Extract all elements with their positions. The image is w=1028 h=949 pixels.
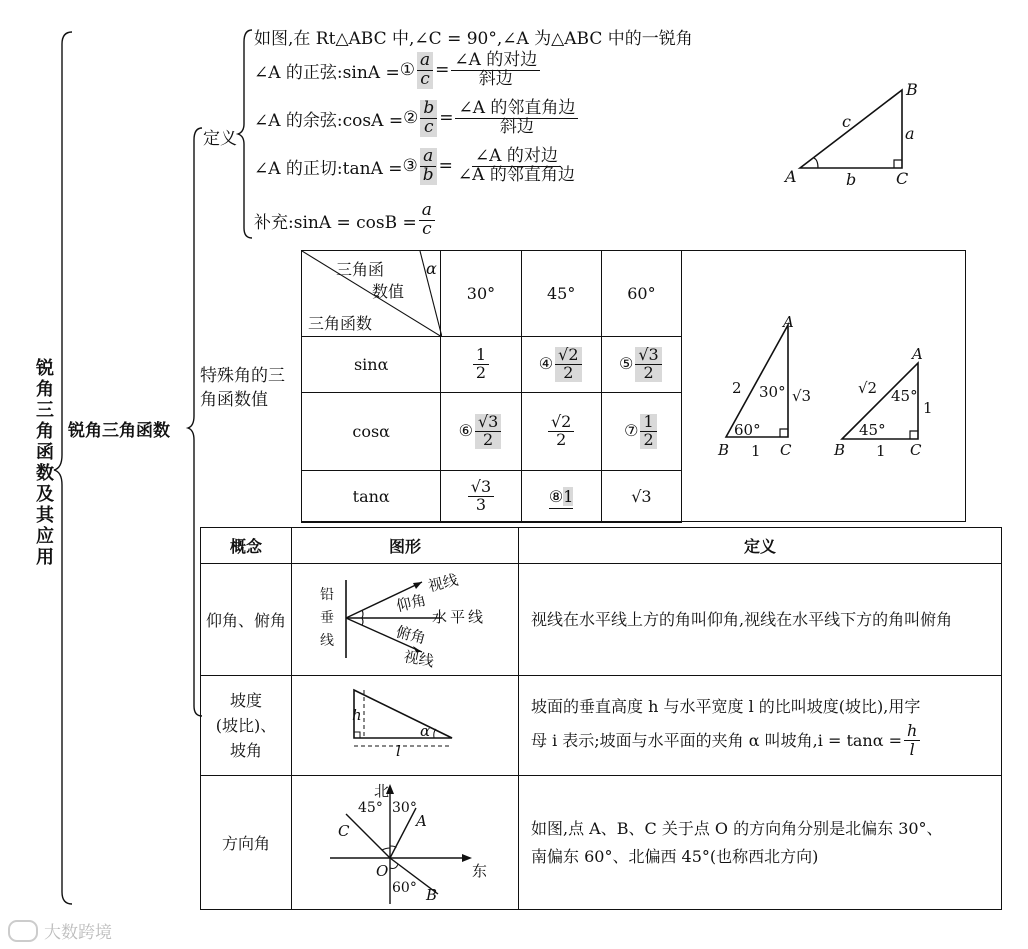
cos30-den: 2 [483,430,494,449]
concept-direction-figure [292,776,519,910]
cos-ratio-num: ∠A 的邻直角边 [455,100,578,119]
tri-label-C: C [896,169,909,188]
direction-def-line2: 南偏东 60°、北偏西 45°(也称西北方向) [531,846,819,866]
depression-label: 俯角 [394,622,428,648]
tan45-cell [521,471,601,523]
t1-side: √3 [792,387,812,405]
header-row-label: 三角函数 [308,314,373,333]
root-title: 锐角三角函数及其应用 [36,358,54,568]
concept-direction-definition [519,776,1002,910]
sin45-blank: ④ [538,354,554,373]
special-label-line2: 角函数值 [200,390,268,410]
tri-label-c: c [842,112,851,131]
cos60-den: 2 [643,430,654,449]
header-fn-line1: 三角函 [336,260,385,279]
sin45-cell [521,337,601,393]
definition-intro: 如图,在 Rt△ABC 中,∠C = 90°,∠A 为△ABC 中的一锐角 [254,29,693,49]
col-header-figure: 图形 [292,528,519,564]
sin45-fraction [555,347,581,382]
header-alpha: α [426,259,437,278]
supplement-den: c [422,218,432,239]
elevation-label: 仰角 [394,590,428,616]
tan45-blank: ⑧ [548,487,564,506]
special-label [200,364,285,412]
t2-B: B [834,441,846,459]
watermark-logo-icon [8,920,38,942]
concept-slope-definition [519,676,1002,776]
concept-elevation-definition: 视线在水平线上方的角叫仰角,视线在水平线下方的角叫俯角 [519,564,1002,676]
supplement-prefix: 补充:sinA = cosB = [254,212,417,233]
slope-def-num: h [904,722,920,741]
slope-name-line2: (坡比)、 [215,716,277,735]
special-label-line1: 特殊角的三 [200,366,285,386]
equals-sign: = [438,156,453,177]
cos-ratio-fraction [455,100,578,137]
slope-figure [292,676,518,776]
row-name-cos: cosα [302,393,441,471]
sin30-num: 1 [473,347,489,365]
tan30-den: 3 [475,495,487,514]
sin45-den: 2 [563,363,574,382]
definition-label: 定义 [203,129,237,149]
col-header-definition: 定义 [519,528,1002,564]
watermark [8,918,112,943]
cos-definition [254,100,580,137]
tan30-fraction [468,479,494,514]
t1-base: 1 [751,442,761,460]
header-angle-30: 30° [441,251,521,337]
special-angle-table-wrap [301,250,966,522]
slope-def-fraction [904,722,920,759]
tan-ratio-num: ∠A 的对边 [472,148,561,167]
cos45-cell [521,393,601,471]
angle-45-label: 45° [358,800,383,816]
slope-name-line3: 坡角 [229,741,262,760]
tri-label-A: A [785,167,797,186]
plumb-char3: 线 [320,633,334,649]
cos30-num: √3 [475,414,501,432]
concepts-table [200,527,1002,910]
cos45-den: 2 [556,430,567,449]
branch-title: 锐角三角函数 [68,421,170,441]
sin60-fraction [635,347,661,382]
t2-ang-top: 45° [891,387,918,405]
angle-30-label: 30° [392,800,417,816]
row-name-sin: sinα [302,337,441,393]
sin60-cell [601,337,681,393]
tan45-value: 1 [563,487,574,506]
header-angle-45: 45° [521,251,601,337]
sin45-num: √2 [555,347,581,365]
sin-blank-number: ① [399,60,415,81]
concept-elevation-name: 仰角、俯角 [201,564,292,676]
slope-name-line1: 坡度 [229,691,262,710]
plumb-char1: 铅 [320,587,334,603]
sin-answer-num: a [417,52,433,71]
point-B-label: B [426,886,438,904]
sight-bottom-label: 视线 [402,647,436,671]
slope-alpha-label: α [420,722,431,740]
sin60-blank: ⑤ [619,354,634,373]
supplement-fraction [419,202,435,239]
tan-ratio-fraction [455,148,578,185]
slope-l-label: l [396,742,401,760]
slope-def-line2-wrap [531,722,989,759]
header-fn-line2: 数值 [372,282,405,301]
sin30-cell [441,337,521,393]
concept-slope-figure [292,676,519,776]
tri-label-a: a [905,124,915,143]
cos30-blank: ⑥ [458,421,473,440]
t2-hyp: √2 [858,379,878,397]
direction-def-line1: 如图,点 A、B、C 关于点 O 的方向角分别是北偏东 30°、 [531,818,943,838]
cos60-num: 1 [640,414,656,432]
cos30-fraction [475,414,501,449]
angle-60-label: 60° [392,880,417,896]
tan-blank-number: ③ [402,156,418,177]
equals-sign: = [439,108,454,129]
sin-answer-fraction [417,52,433,89]
sin30-fraction [473,347,489,382]
t1-A: A [783,313,794,331]
equals-sign: = [435,60,450,81]
slope-h-label: h [352,706,362,724]
row-name-tan: tanα [302,471,441,523]
cos-answer-fraction [420,100,437,137]
sin-answer-den: c [420,68,430,89]
concept-slope-name [201,676,292,776]
supplement-line [254,202,437,239]
t2-ang-bottom: 45° [859,421,886,439]
tan-definition [254,148,580,185]
tan-ratio-den: ∠A 的邻直角边 [457,164,575,185]
concept-elevation-figure [292,564,519,676]
east-label: 东 [472,862,488,880]
tan45-answer [549,487,574,509]
concept-direction-name: 方向角 [201,776,292,910]
cos45-num: √2 [548,414,574,432]
t1-ang-bottom: 60° [734,421,761,439]
sin-ratio-num: ∠A 的对边 [451,52,540,71]
tan-answer-den: b [422,164,434,185]
cos30-cell [441,393,521,471]
sin-prefix: ∠A 的正弦:sinA = [254,62,400,83]
sin-ratio-fraction [451,52,540,89]
sight-top-label: 视线 [426,570,460,596]
slope-def-line1: 坡面的垂直高度 h 与水平宽度 l 的比叫坡度(坡比),用字 [531,697,921,716]
point-C-label: C [338,822,350,840]
cos-answer-num: b [420,100,437,119]
t1-ang-top: 30° [759,383,786,401]
tan30-cell [441,471,521,523]
t1-C: C [780,441,792,459]
t2-base: 1 [876,442,886,460]
sin-ratio-den: 斜边 [478,68,513,89]
plumb-char2: 垂 [320,610,334,626]
supplement-num: a [419,202,435,221]
cos-answer-den: c [423,116,434,137]
t2-C: C [910,441,922,459]
north-label: 北 [374,782,390,800]
tan-prefix: ∠A 的正切:tanA = [254,158,403,179]
sin-definition [254,52,542,89]
cos-blank-number: ② [403,108,419,129]
tan30-num: √3 [468,479,494,497]
t1-B: B [718,441,730,459]
tan60-cell: √3 [601,471,681,523]
table-header-corner [302,251,441,337]
watermark-text: 大数跨境 [44,923,112,943]
cos-ratio-den: 斜边 [499,116,534,137]
slope-def-line2: 母 i 表示;坡面与水平面的夹角 α 叫坡角,i = tanα = [531,730,903,750]
t1-hyp: 2 [732,379,742,397]
tri-label-B: B [906,80,918,99]
tri-label-b: b [846,170,857,189]
cos45-fraction [548,414,574,449]
origin-label: O [376,862,389,880]
tan-answer-num: a [420,148,436,167]
point-A-label: A [416,812,427,830]
slope-def-den: l [909,740,915,759]
col-header-concept: 概念 [201,528,292,564]
sin30-den: 2 [475,363,487,382]
sin60-den: 2 [643,363,654,382]
cos-prefix: ∠A 的余弦:cosA = [254,110,404,131]
cos60-blank: ⑦ [624,421,639,440]
horizontal-label: 水平线 [432,608,487,626]
t2-A: A [912,345,923,363]
cos60-cell [601,393,681,471]
t2-side: 1 [923,399,933,417]
special-angle-table [301,250,682,523]
header-angle-60: 60° [601,251,681,337]
sin60-num: √3 [635,347,661,365]
tan-answer-fraction [420,148,437,185]
cos60-fraction [640,414,656,449]
